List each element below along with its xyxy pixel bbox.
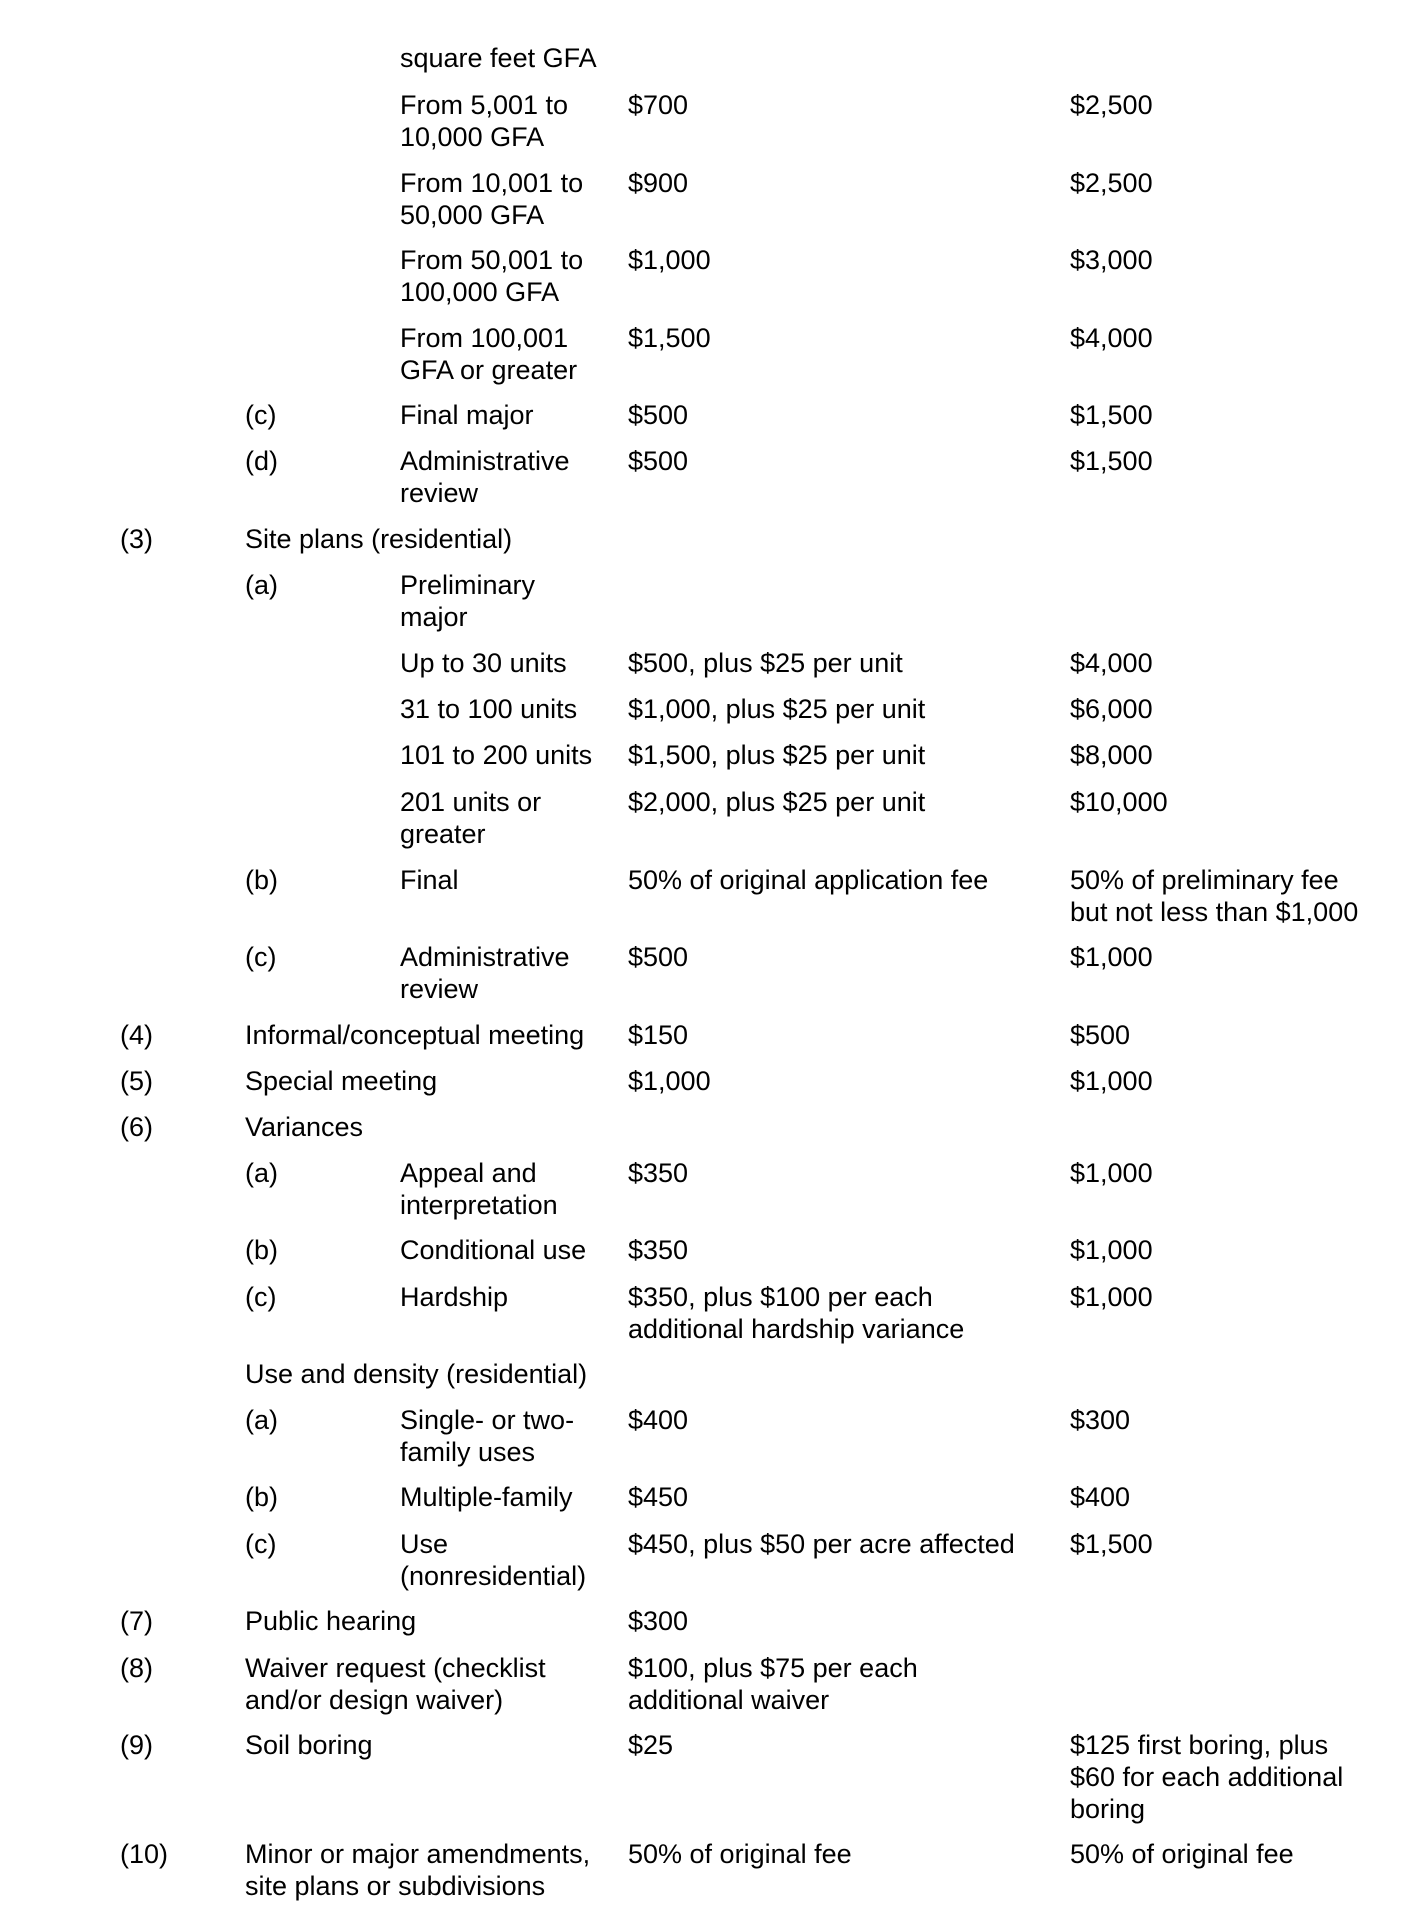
escrow-fee: $2,500 [1070,168,1153,198]
section-number: (3) [120,524,153,554]
application-fee: $500, plus $25 per unit [628,648,903,678]
application-fee: $500 [628,446,689,476]
application-fee: $25 [628,1730,674,1760]
application-fee: $450 [628,1482,689,1512]
item-description: Appeal and interpretation [400,1158,558,1220]
item-description: Preliminary major [400,570,536,632]
escrow-fee: $4,000 [1070,323,1153,353]
section-number: (8) [120,1653,153,1683]
item-description: 201 units or greater [400,787,542,849]
subsection-label: Informal/conceptual meeting [245,1020,585,1050]
subsection-label: (a) [245,1158,278,1188]
application-fee: $300 [628,1606,689,1636]
application-fee: $100, plus $75 per each additional waiver [628,1653,918,1715]
subsection-label: Minor or major amendments, site plans or subdivisions [245,1839,591,1901]
application-fee: $350, plus $100 per each additional hardship variance [628,1282,965,1344]
subsection-label: (a) [245,570,278,600]
item-description: Final major [400,400,534,430]
subsection-label: (b) [245,1235,278,1265]
subsection-label: Variances [245,1112,364,1142]
subsection-label: Soil boring [245,1730,373,1760]
application-fee: $450, plus $50 per acre affected [628,1529,1015,1559]
section-number: (9) [120,1730,153,1760]
escrow-fee: $4,000 [1070,648,1153,678]
application-fee: $900 [628,168,689,198]
item-description: Hardship [400,1282,509,1312]
escrow-fee: $1,500 [1070,446,1153,476]
application-fee: $500 [628,400,689,430]
escrow-fee: $6,000 [1070,694,1153,724]
item-description: Use (nonresidential) [400,1529,587,1591]
escrow-fee: $1,000 [1070,1235,1153,1265]
item-description: Conditional use [400,1235,587,1265]
item-description: Multiple-family [400,1482,573,1512]
item-description: square feet GFA [400,43,597,73]
application-fee: $1,000, plus $25 per unit [628,694,926,724]
application-fee: $400 [628,1405,689,1435]
application-fee: 50% of original fee [628,1839,852,1869]
item-description: Administrative review [400,942,570,1004]
subsection-label: (a) [245,1405,278,1435]
subsection-label: Use and density (residential) [245,1359,588,1389]
item-description: Single- or two- family uses [400,1405,575,1467]
escrow-fee: $500 [1070,1020,1131,1050]
application-fee: $150 [628,1020,689,1050]
subsection-label: (c) [245,942,277,972]
item-description: From 100,001 GFA or greater [400,323,578,385]
subsection-label: Site plans (residential) [245,524,513,554]
escrow-fee: $1,500 [1070,1529,1153,1559]
item-description: From 10,001 to 50,000 GFA [400,168,584,230]
subsection-label: (d) [245,446,278,476]
escrow-fee: $3,000 [1070,245,1153,275]
escrow-fee: $1,000 [1070,1158,1153,1188]
application-fee: $350 [628,1235,689,1265]
application-fee: $1,000 [628,245,711,275]
escrow-fee: $1,500 [1070,400,1153,430]
section-number: (10) [120,1839,169,1869]
escrow-fee: 50% of original fee [1070,1839,1294,1869]
application-fee: $350 [628,1158,689,1188]
section-number: (7) [120,1606,153,1636]
application-fee: $1,000 [628,1066,711,1096]
escrow-fee: $1,000 [1070,942,1153,972]
item-description: From 5,001 to 10,000 GFA [400,90,569,152]
escrow-fee: $2,500 [1070,90,1153,120]
escrow-fee: $400 [1070,1482,1131,1512]
subsection-label: (b) [245,1482,278,1512]
section-number: (4) [120,1020,153,1050]
item-description: 101 to 200 units [400,740,593,770]
subsection-label: (c) [245,1282,277,1312]
subsection-label: (b) [245,865,278,895]
application-fee: $1,500, plus $25 per unit [628,740,926,770]
escrow-fee: $125 first boring, plus $60 for each additional boring [1070,1730,1344,1824]
item-description: Administrative review [400,446,570,508]
subsection-label: (c) [245,1529,277,1559]
subsection-label: (c) [245,400,277,430]
escrow-fee: $8,000 [1070,740,1153,770]
application-fee: $2,000, plus $25 per unit [628,787,926,817]
application-fee: $700 [628,90,689,120]
application-fee: $500 [628,942,689,972]
application-fee: 50% of original application fee [628,865,989,895]
item-description: 31 to 100 units [400,694,578,724]
item-description: Up to 30 units [400,648,567,678]
subsection-label: Waiver request (checklist and/or design waiver) [245,1653,546,1715]
item-description: Final [400,865,459,895]
escrow-fee: $300 [1070,1405,1131,1435]
section-number: (5) [120,1066,153,1096]
escrow-fee: $1,000 [1070,1066,1153,1096]
escrow-fee: $10,000 [1070,787,1168,817]
subsection-label: Public hearing [245,1606,417,1636]
section-number: (6) [120,1112,153,1142]
escrow-fee: 50% of preliminary fee but not less than $1,000 [1070,865,1359,927]
subsection-label: Special meeting [245,1066,438,1096]
application-fee: $1,500 [628,323,711,353]
escrow-fee: $1,000 [1070,1282,1153,1312]
item-description: From 50,001 to 100,000 GFA [400,245,584,307]
